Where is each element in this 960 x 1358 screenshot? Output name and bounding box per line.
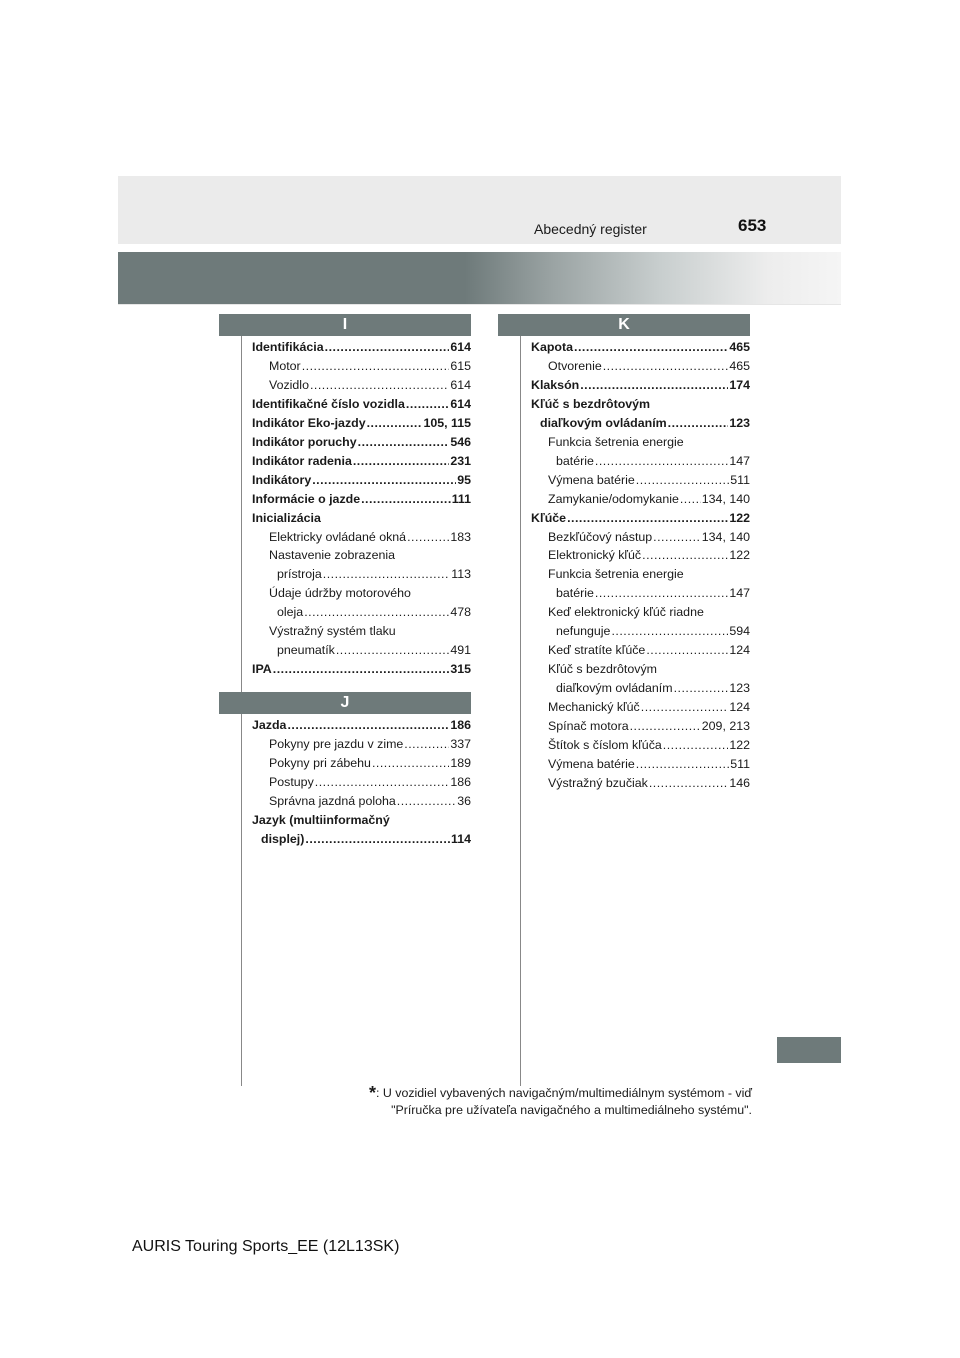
section-header-k: K [498, 314, 750, 336]
dot-leader [310, 376, 449, 395]
index-term: Otvorenie [548, 358, 602, 373]
dot-leader [287, 716, 449, 735]
index-entry [531, 774, 750, 793]
index-entry [252, 471, 471, 490]
index-page-ref: 615 [450, 358, 471, 373]
index-page-ref: 183 [450, 529, 471, 544]
index-term: Indikátor radenia [252, 453, 352, 468]
dot-leader [273, 660, 450, 679]
index-term: Nastavenie zobrazenia [269, 548, 396, 563]
dot-leader [636, 755, 729, 774]
index-page-ref: 146 [729, 775, 750, 790]
dot-leader [630, 717, 701, 736]
index-term: Funkcia šetrenia energie [548, 567, 684, 582]
section-header-j: J [219, 692, 471, 714]
index-term: Inicializácia [252, 510, 321, 525]
index-term: Elektricky ovládané okná [269, 529, 407, 544]
index-page-ref: 95 [457, 472, 471, 487]
dot-leader [361, 490, 451, 509]
index-term: Štítok s číslom kľúča [548, 738, 662, 753]
dot-leader [595, 452, 728, 471]
dot-leader [668, 414, 729, 433]
index-entry [252, 357, 471, 376]
index-entry [531, 603, 750, 622]
index-entry [252, 603, 471, 622]
dot-leader [580, 376, 728, 395]
index-page-ref: 186 [450, 774, 471, 789]
index-entry [531, 698, 750, 717]
index-term: Výstražný bzučiak [548, 775, 648, 790]
footnote [369, 1085, 752, 1119]
dot-leader [315, 773, 450, 792]
index-term: Kapota [531, 340, 573, 354]
index-term: Výmena batérie [548, 472, 635, 487]
index-term: batérie [556, 586, 594, 601]
index-term: diaľkovým ovládaním [540, 415, 667, 430]
index-entry [531, 376, 750, 395]
footnote-line-2: "Príručka pre užívateľa navigačného a multimediálneho systému". [391, 1103, 752, 1117]
index-entry [252, 622, 471, 641]
footnote-line-1: : U vozidiel vybavených navigačným/multimediálnym systémom - viď [375, 1086, 752, 1100]
index-entry [531, 717, 750, 736]
index-page-ref: 614 [450, 377, 471, 392]
index-entry [252, 528, 471, 547]
index-entry [531, 755, 750, 774]
dot-leader [353, 452, 449, 471]
index-entry [531, 546, 750, 565]
index-page-ref: 134, 140 [701, 529, 750, 544]
header-band [118, 176, 841, 244]
index-page-ref: 594 [729, 624, 750, 639]
index-entry [252, 584, 471, 603]
index-page-ref: 111 [451, 491, 471, 506]
dot-leader [642, 546, 728, 565]
index-page-ref: 105, 115 [423, 415, 471, 430]
index-term: Výmena batérie [548, 756, 635, 771]
index-entry [531, 338, 750, 357]
index-page-ref: 174 [729, 377, 750, 392]
index-entry [252, 716, 471, 735]
index-term: Indikátory [252, 472, 312, 487]
index-entry [252, 754, 471, 773]
index-term: Keď stratíte kľúče [548, 643, 646, 658]
index-term: Postupy [269, 774, 314, 789]
index-entry [252, 414, 471, 433]
index-term: Funkcia šetrenia energie [548, 434, 684, 449]
column-divider-middle [520, 336, 521, 1086]
index-page-ref: 546 [450, 434, 471, 449]
dot-leader [372, 754, 449, 773]
index-page-ref: 189 [450, 755, 471, 770]
index-entry [531, 433, 750, 452]
thumb-index-tab [777, 1037, 841, 1063]
index-term: Informácie o jazde [252, 491, 361, 506]
index-term: Pokyny pri zábehu [269, 755, 371, 770]
index-page-ref: 134, 140 [701, 491, 750, 506]
dot-leader [663, 736, 729, 755]
page-number: 653 [738, 216, 767, 235]
index-term: IPA [252, 662, 272, 677]
index-entry [252, 773, 471, 792]
index-page-ref: 209, 213 [701, 719, 750, 734]
index-page-ref: 122 [729, 548, 750, 563]
index-term: oleja [277, 605, 304, 620]
index-entry [252, 792, 471, 811]
index-page-ref: 614 [450, 396, 471, 411]
index-entry [531, 452, 750, 471]
dot-leader [641, 698, 729, 717]
index-term: Motor [269, 358, 301, 373]
index-page-ref: 36 [457, 793, 471, 808]
dot-leader [595, 584, 728, 603]
index-entry [252, 376, 471, 395]
index-page-ref: 491 [450, 643, 471, 658]
index-term: nefunguje [556, 624, 611, 639]
index-page-ref: 465 [729, 340, 750, 354]
footer-document-id: AURIS Touring Sports_EE (12L13SK) [132, 1238, 400, 1255]
index-entry [252, 546, 471, 565]
index-page-ref: 511 [730, 472, 750, 487]
index-term: batérie [556, 453, 594, 468]
index-term: Klaksón [531, 377, 580, 392]
dot-leader [367, 414, 423, 433]
dot-leader [680, 490, 701, 509]
index-term: Pokyny pre jazdu v zime [269, 736, 404, 751]
dot-leader [653, 528, 701, 547]
dot-leader [636, 471, 729, 490]
index-entry [252, 395, 471, 414]
index-page-ref: 315 [450, 662, 471, 677]
index-term: Údaje údržby motorového [269, 586, 411, 601]
dot-leader [397, 792, 456, 811]
index-term: diaľkovým ovládaním [556, 681, 673, 696]
index-term: Jazyk (multiinformačný [252, 812, 390, 827]
dot-leader [406, 395, 449, 414]
section-header-i: I [219, 314, 471, 336]
index-entry [252, 509, 471, 528]
index-term: Bezkľúčový nástup [548, 529, 653, 544]
index-list-i [252, 338, 471, 679]
dot-leader [567, 509, 728, 528]
dot-leader [407, 528, 449, 547]
dot-leader [646, 641, 728, 660]
index-term: Kľúče [531, 510, 567, 525]
index-entry [252, 830, 471, 849]
index-page-ref: 614 [450, 340, 471, 354]
dot-leader [302, 357, 450, 376]
dot-leader [323, 565, 450, 584]
index-page-ref: 511 [730, 756, 750, 771]
index-entry [531, 565, 750, 584]
dot-leader [674, 679, 729, 698]
index-term: Identifikačné číslo vozidla [252, 396, 405, 411]
dot-leader [603, 357, 729, 376]
index-page-ref: 122 [729, 738, 750, 753]
index-page-ref: 124 [729, 643, 750, 658]
index-term: Identifikácia [252, 340, 324, 354]
index-term: Jazda [252, 718, 287, 732]
index-entry [252, 811, 471, 830]
index-entry [252, 338, 471, 357]
index-term: Mechanický kľúč [548, 700, 640, 715]
index-entry [531, 584, 750, 603]
index-term: Indikátor Eko-jazdy [252, 415, 366, 430]
index-term: Zamykanie/odomykanie [548, 491, 679, 506]
index-page-ref: 123 [729, 415, 750, 430]
index-entry [252, 660, 471, 679]
index-page-ref: 147 [729, 586, 750, 601]
index-entry [531, 490, 750, 509]
index-page-ref: 337 [450, 736, 471, 751]
index-list-k [531, 338, 750, 793]
index-term: Indikátor poruchy [252, 434, 357, 449]
index-entry [531, 357, 750, 376]
dot-leader [649, 774, 728, 793]
index-entry [531, 641, 750, 660]
index-term: Keď elektronický kľúč riadne [548, 605, 704, 620]
footnote-star: * [368, 1083, 376, 1103]
index-entry [252, 433, 471, 452]
index-page-ref: 478 [450, 605, 471, 620]
decorative-gradient-band [118, 252, 841, 304]
index-entry [252, 565, 471, 584]
index-term: Elektronický kľúč [548, 548, 642, 563]
index-entry [531, 679, 750, 698]
index-term: displej) [261, 831, 305, 846]
index-page-ref: 186 [450, 718, 471, 732]
dot-leader [358, 433, 450, 452]
dot-leader [611, 622, 728, 641]
index-entry [531, 509, 750, 528]
dot-leader [404, 735, 449, 754]
index-page-ref: 113 [451, 567, 471, 582]
page-header-title: Abecedný register [534, 221, 647, 237]
index-term: Kľúč s bezdrôtovým [548, 662, 657, 677]
index-term: Kľúč s bezdrôtovým [531, 396, 651, 411]
index-page-ref: 231 [450, 453, 471, 468]
index-page-ref: 465 [729, 358, 750, 373]
index-page-ref: 124 [729, 700, 750, 715]
index-term: Výstražný systém tlaku [269, 624, 396, 639]
dot-leader [304, 603, 449, 622]
dot-leader [305, 830, 450, 849]
index-entry [531, 736, 750, 755]
dot-leader [574, 338, 728, 357]
index-page-ref: 114 [451, 831, 471, 846]
index-entry [531, 471, 750, 490]
index-entry [252, 641, 471, 660]
index-entry [531, 660, 750, 679]
index-term: Spínač motora [548, 719, 629, 734]
index-entry [531, 622, 750, 641]
index-entry [252, 490, 471, 509]
index-entry [531, 528, 750, 547]
index-term: prístroja [277, 567, 322, 582]
dot-leader [312, 471, 456, 490]
index-entry [252, 452, 471, 471]
index-entry [531, 395, 750, 414]
index-page-ref: 122 [729, 510, 750, 525]
index-term: pneumatík [277, 643, 335, 658]
divider [118, 304, 841, 305]
index-term: Správna jazdná poloha [269, 793, 396, 808]
index-entry [531, 414, 750, 433]
dot-leader [336, 641, 449, 660]
index-entry [252, 735, 471, 754]
index-page-ref: 123 [729, 681, 750, 696]
index-list-j [252, 716, 471, 849]
dot-leader [325, 338, 450, 357]
index-page-ref: 147 [729, 453, 750, 468]
index-term: Vozidlo [269, 377, 309, 392]
